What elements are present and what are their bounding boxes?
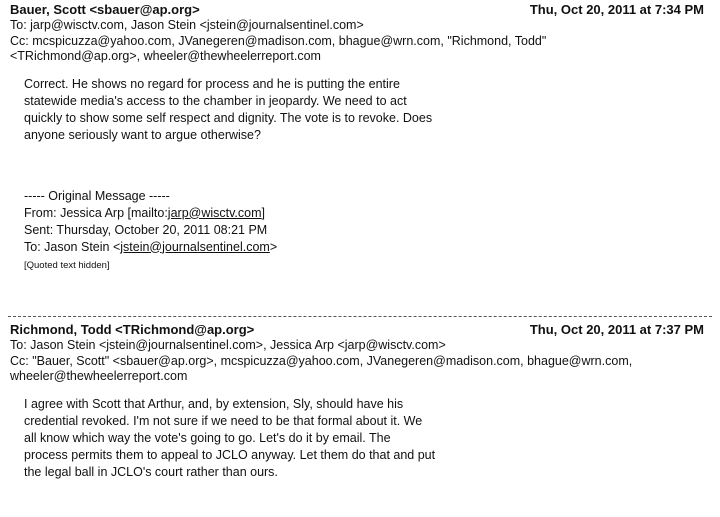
body-line: Correct. He shows no regard for process and he is putting the entire (24, 76, 400, 91)
message-header (0, 322, 720, 338)
body-line: anyone seriously want to argue otherwise? (24, 127, 261, 142)
body-line: all know which way the vote's going to go. Let's do it by email. The (24, 430, 391, 445)
message-body (0, 76, 494, 144)
email-message-1 (0, 2, 720, 272)
body-line: the legal ball in JCLO's court rather than ours. (24, 464, 278, 479)
body-line: quickly to show some self respect and dignity. The vote is to revoke. Does (24, 110, 433, 125)
to-line: To: jarp@wisctv.com, Jason Stein <jstein@journalsentinel.com> (10, 18, 364, 32)
original-from-line (24, 205, 720, 222)
message-body (0, 396, 494, 481)
original-sent-line: Sent: Thursday, October 20, 2011 08:21 PM (24, 222, 268, 237)
original-from-email-link[interactable]: jarp@wisctv.com (167, 205, 262, 220)
original-message-heading: ----- Original Message ----- (24, 188, 170, 203)
quoted-text-hidden-link[interactable]: [Quoted text hidden] (24, 259, 110, 271)
original-message (0, 188, 720, 256)
cc-line: Cc: "Bauer, Scott" <sbauer@ap.org>, mcspicuzza@yahoo.com, JVanegeren@madison.com, bhague@wrn.com, (10, 353, 633, 368)
original-to-email-link[interactable]: jstein@journalsentinel.com (120, 239, 270, 254)
cc-line-continued: wheeler@thewheelerreport.com (10, 369, 188, 383)
sender-name[interactable]: Richmond, Todd <TRichmond@ap.org> (10, 322, 255, 337)
message-date: Thu, Oct 20, 2011 at 7:34 PM (529, 2, 704, 17)
original-to-line (24, 239, 720, 256)
original-from-prefix: From: Jessica Arp [mailto: (24, 205, 168, 220)
original-to-suffix: > (269, 239, 278, 254)
message-date: Thu, Oct 20, 2011 at 7:37 PM (529, 322, 704, 337)
cc-line: Cc: mcspicuzza@yahoo.com, JVanegeren@madison.com, bhague@wrn.com, "Richmond, Todd" (10, 33, 547, 48)
cc-line-continued: <TRichmond@ap.org>, wheeler@thewheelerreport.com (10, 49, 321, 63)
body-line: process permits them to appeal to JCLO anyway. Let them do that and put (24, 447, 436, 462)
message-header (0, 2, 720, 18)
original-to-prefix: To: Jason Stein < (24, 239, 121, 254)
body-line: I agree with Scott that Arthur, and, by extension, Sly, should have his (24, 396, 404, 411)
body-line: statewide media's access to the chamber in jeopardy. We need to act (24, 93, 407, 108)
original-from-suffix: ] (261, 205, 266, 220)
sender-name[interactable]: Bauer, Scott <sbauer@ap.org> (10, 2, 200, 17)
email-message-2 (0, 322, 720, 481)
message-divider (8, 316, 712, 317)
to-line: To: Jason Stein <jstein@journalsentinel.com>, Jessica Arp <jarp@wisctv.com> (10, 338, 446, 352)
body-line: credential revoked. I'm not sure if we need to be that formal about it. We (24, 413, 423, 428)
